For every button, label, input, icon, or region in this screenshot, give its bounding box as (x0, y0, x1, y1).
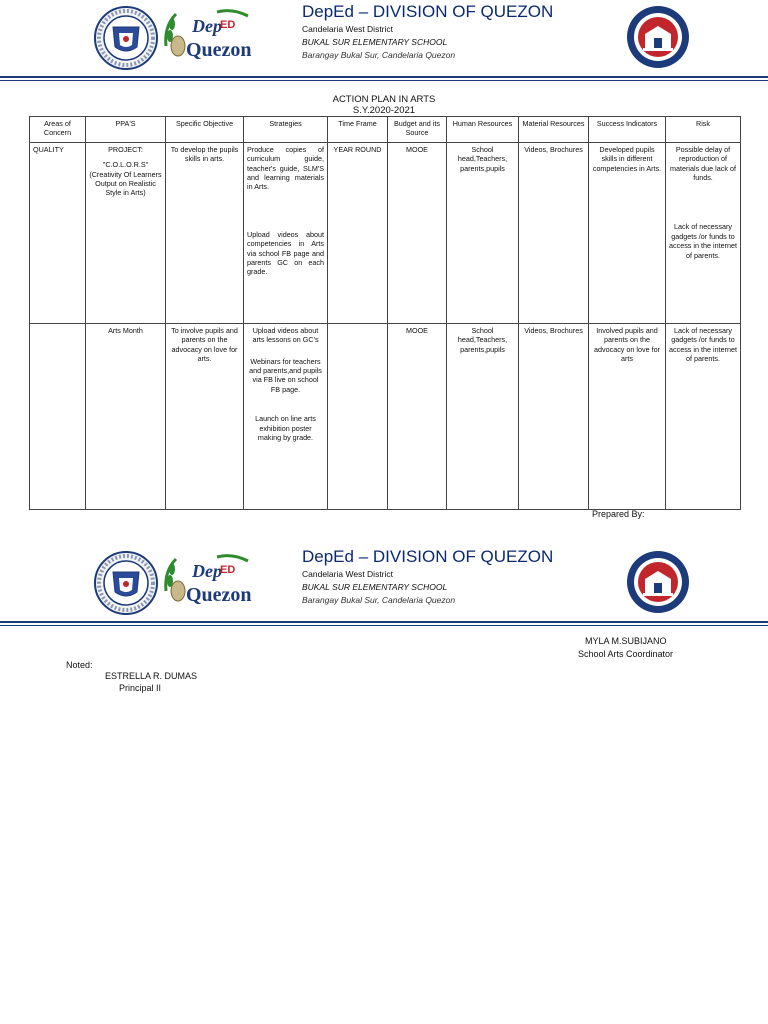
district-name: Candelaria West District (302, 569, 394, 579)
table-row (30, 324, 741, 510)
ppa-detail: "C.O.L.O.R.S" (Creativity Of Learners Output on Realistic Style in Arts) (89, 160, 162, 198)
school-seal-icon (625, 549, 691, 615)
header-rule (0, 621, 768, 623)
division-title: DepEd – DIVISION OF QUEZON (302, 547, 554, 566)
ppa-title: Arts Month (108, 326, 143, 335)
ppa-cell (86, 324, 166, 510)
success-indicators-cell: Involved pupils and parents on the advocacy on love for arts (589, 324, 666, 510)
strategies-cell (244, 324, 328, 510)
risk-item: Lack of necessary gadgets /or funds to access in the internet of parents. (669, 222, 737, 260)
deped-seal-icon (93, 550, 159, 616)
material-resources-cell: Videos, Brochures (519, 143, 589, 324)
preparer-name: MYLA M.SUBIJANO (585, 636, 667, 646)
column-header: Human Resources (447, 117, 519, 143)
letterhead (0, 545, 768, 625)
column-header: PPA'S (86, 117, 166, 143)
svg-text:Dep: Dep (192, 16, 222, 36)
budget-cell: MOOE (388, 143, 447, 324)
risk-item: Possible delay of reproduction of materials due lack of funds. (670, 145, 736, 183)
action-plan-table (29, 116, 741, 510)
letterhead (0, 0, 768, 80)
column-header: Risk (666, 117, 741, 143)
school-year: S.Y.2020-2021 (352, 105, 416, 116)
column-header: Time Frame (328, 117, 388, 143)
plan-title: ACTION PLAN IN ARTS (332, 94, 436, 105)
deped-quezon-logo-icon (162, 6, 252, 68)
district-name: Candelaria West District (302, 24, 394, 34)
prepared-by-label: Prepared By: (592, 509, 645, 519)
strategies-cell (244, 143, 328, 324)
objective-cell: To develop the pupils skills in arts. (166, 143, 244, 324)
svg-text:ED: ED (220, 564, 236, 576)
svg-text:Dep: Dep (192, 561, 222, 581)
header-rule-thin (0, 80, 768, 81)
svg-text:Quezon: Quezon (186, 584, 252, 606)
strategy-item: Upload videos about arts lessons on GC's (252, 326, 319, 345)
noted-label: Noted: (66, 660, 93, 670)
risk-cell (666, 324, 741, 510)
strategy-item: Upload videos about competencies in Arts via school FB page and parents GC on each grade. (247, 229, 324, 277)
area-cell (30, 324, 86, 510)
time-frame-cell: YEAR ROUND (328, 143, 388, 324)
risk-cell (666, 143, 741, 324)
strategy-item: Launch on line arts exhibition poster making by grade. (255, 414, 316, 442)
column-header: Material Resources (519, 117, 589, 143)
human-resources-cell: School head,Teachers, parents,pupils (447, 143, 519, 324)
column-header: Areas of Concern (30, 117, 86, 143)
header-rule (0, 76, 768, 78)
deped-seal-icon (93, 5, 159, 71)
school-name: BUKAL SUR ELEMENTARY SCHOOL (302, 582, 448, 592)
column-header: Specific Objective (166, 117, 244, 143)
noter-name: ESTRELLA R. DUMAS (105, 671, 198, 681)
svg-text:ED: ED (220, 19, 236, 31)
time-frame-cell (328, 324, 388, 510)
column-header: Success Indicators (589, 117, 666, 143)
material-resources-cell: Videos, Brochures (519, 324, 589, 510)
header-rule-thin (0, 625, 768, 626)
success-indicators-cell: Developed pupils skills in different competencies in Arts. (589, 143, 666, 324)
school-name: BUKAL SUR ELEMENTARY SCHOOL (302, 37, 448, 47)
ppa-title: PROJECT: (108, 145, 143, 154)
strategy-item: Produce copies of curriculum guide, teacher's guide, SLM'S and learning materials in Arts. (247, 145, 324, 192)
noter-title: Principal II (119, 683, 162, 693)
school-address: Barangay Bukal Sur, Candelaria Quezon (302, 50, 456, 60)
division-title: DepEd – DIVISION OF QUEZON (302, 2, 554, 21)
budget-cell: MOOE (388, 324, 447, 510)
risk-item: Lack of necessary gadgets /or funds to access in the internet of parents. (669, 326, 737, 364)
objective-cell: To involve pupils and parents on the advocacy on love for arts. (166, 324, 244, 510)
human-resources-cell: School head,Teachers, parents,pupils (447, 324, 519, 510)
school-seal-icon (625, 4, 691, 70)
svg-text:Quezon: Quezon (186, 39, 252, 61)
school-address: Barangay Bukal Sur, Candelaria Quezon (302, 595, 456, 605)
column-header: Budget and its Source (388, 117, 447, 143)
table-header-row (30, 117, 741, 143)
column-header: Strategies (244, 117, 328, 143)
preparer-title: School Arts Coordinator (578, 649, 674, 659)
strategy-item: Webinars for teachers and parents,and pupils via FB live on school FB page. (249, 356, 322, 394)
ppa-cell (86, 143, 166, 324)
area-cell: QUALITY (30, 143, 86, 324)
deped-quezon-logo-icon (162, 551, 252, 613)
table-row (30, 143, 741, 324)
